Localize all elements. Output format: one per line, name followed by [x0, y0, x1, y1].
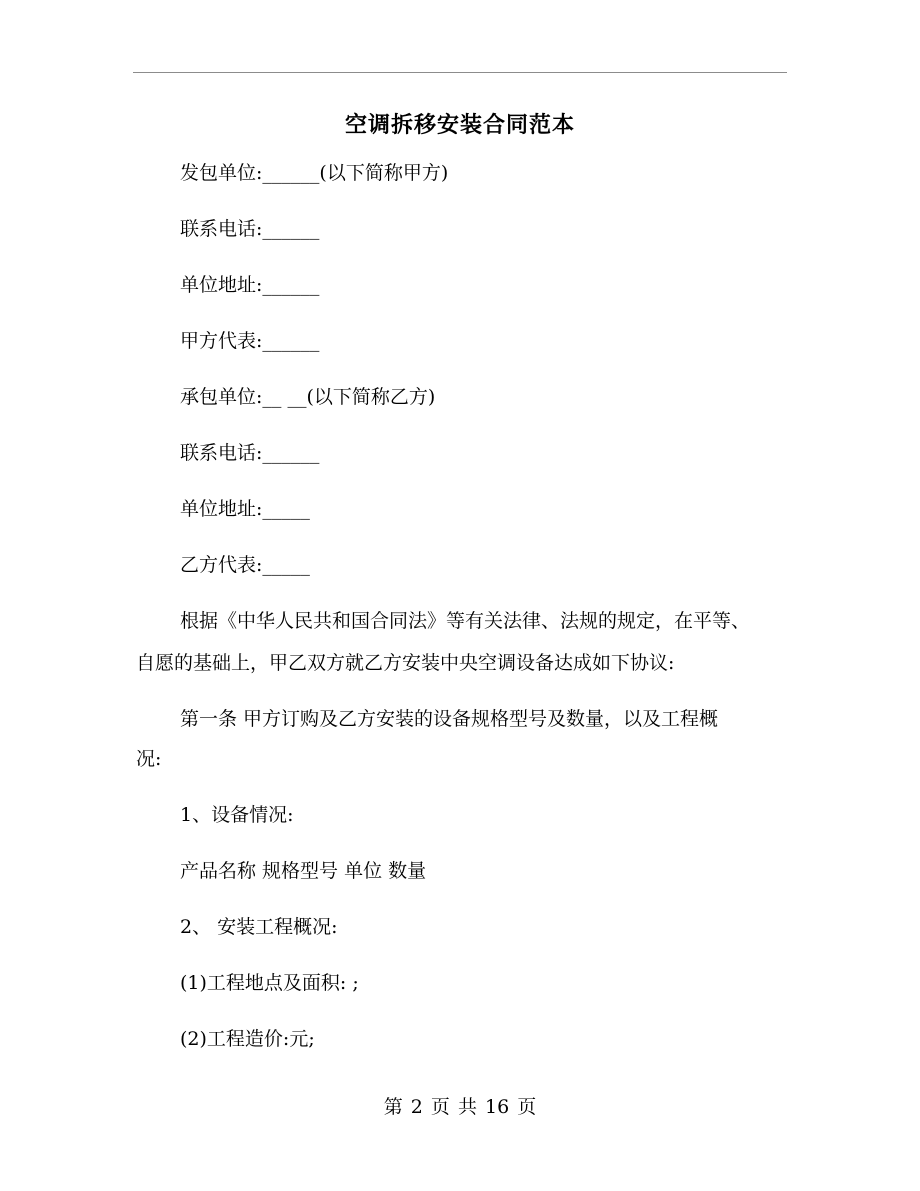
page-number: 第 2 页 共 16 页: [383, 1096, 537, 1118]
party-a-unit: 发包单位:______(以下简称甲方): [180, 162, 449, 184]
article-1-line-2: 况:: [136, 748, 162, 770]
item-2-installation: 2、 安装工程概况:: [180, 916, 338, 938]
party-b-unit: 承包单位:__ __(以下简称乙方): [180, 386, 436, 408]
product-header: 产品名称 规格型号 单位 数量: [180, 860, 427, 882]
document-title: 空调拆移安装合同范本: [344, 112, 575, 138]
party-a-rep: 甲方代表:______: [180, 330, 320, 352]
sub-item-2-cost: (2)工程造价:元;: [180, 1028, 315, 1050]
party-b-phone: 联系电话:______: [180, 442, 320, 464]
party-a-phone: 联系电话:______: [180, 218, 320, 240]
party-a-address: 单位地址:______: [180, 274, 320, 296]
preamble-line-2: 自愿的基础上，甲乙双方就乙方安装中央空调设备达成如下协议:: [136, 652, 675, 674]
article-1-line-1: 第一条 甲方订购及乙方安装的设备规格型号及数量，以及工程概: [180, 708, 719, 730]
preamble-line-1: 根据《中华人民共和国合同法》等有关法律、法规的规定，在平等、: [180, 610, 751, 632]
item-1-equipment: 1、设备情况:: [180, 804, 294, 826]
header-rule: [133, 72, 787, 73]
party-b-rep: 乙方代表:_____: [180, 554, 310, 576]
sub-item-1-location: (1)工程地点及面积: ;: [180, 972, 359, 994]
party-b-address: 单位地址:_____: [180, 498, 310, 520]
